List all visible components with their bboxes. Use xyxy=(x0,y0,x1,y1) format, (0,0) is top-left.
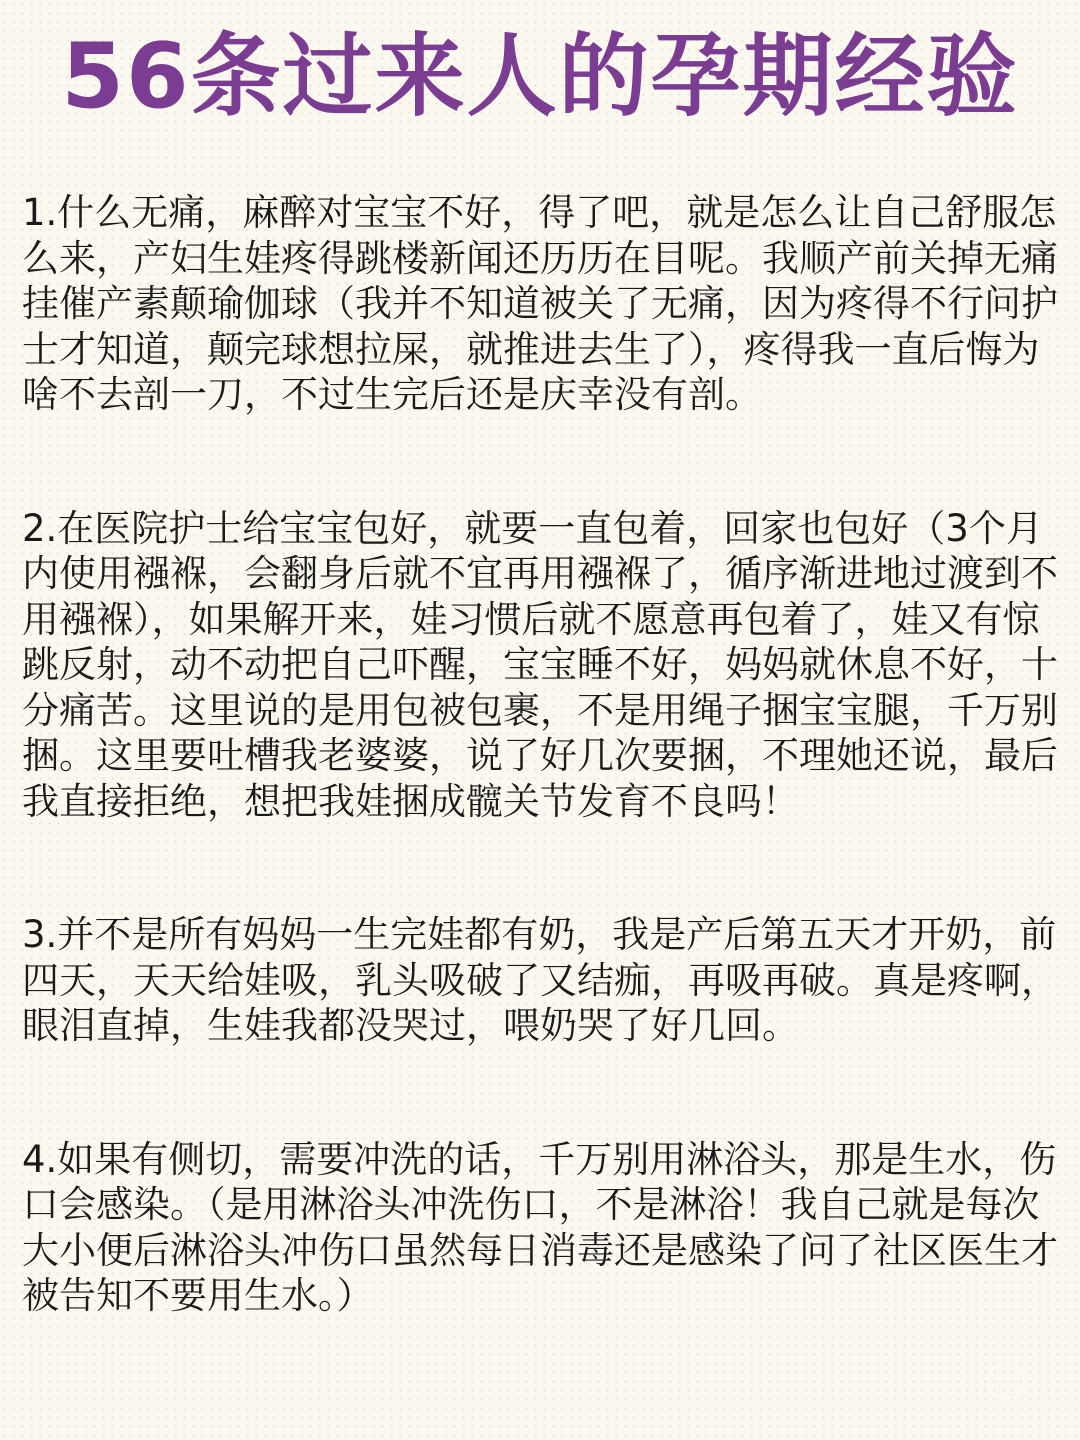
page-title: 56条过来人的孕期经验 xyxy=(61,24,1019,129)
tip-paragraph-3: 3.并不是所有妈妈一生完娃都有奶，我是产后第五天才开奶，前四天，天天给娃吸，乳头吸破了又结痂，再吸再破。真是疼啊，眼泪直掉，生娃我都没哭过，喂奶哭了好几回。 xyxy=(22,913,1058,1047)
tip-paragraph-2: 2.在医院护士给宝宝包好，就要一直包着，回家也包好（3个月内使用襁褓，会翻身后就不宜再用襁褓了，循序渐进地过渡到不用襁褓），如果解开来，娃习惯后就不愿意再包着了，娃又有惊跳反射，动不动把自己吓醒，宝宝睡不好，妈妈就休息不好，十分痛苦。这里说的是用包被包裹，不是用绳子捆宝宝腿，千万别捆。这里要吐槽我老婆婆，说了好几次要捆，不理她还说，最后我直接拒绝，想把我娃捆成髋关节发育不良吗！ xyxy=(22,506,1058,823)
watermark-logo-icon xyxy=(987,1362,1025,1400)
article-body xyxy=(22,190,1062,1319)
tip-paragraph-4: 4.如果有侧切，需要冲洗的话，千万别用淋浴头，那是生水，伤口会感染。（是用淋浴头冲洗伤口，不是淋浴！我自己就是每次大小便后淋浴头冲伤口虽然每日消毒还是感染了问了社区医生才被告知不要用生水。） xyxy=(22,1137,1058,1317)
tip-paragraph-1: 1.什么无痛，麻醉对宝宝不好，得了吧，就是怎么让自己舒服怎么来，产妇生娃疼得跳楼新闻还历历在目呢。我顺产前关掉无痛挂催产素颠瑜伽球（我并不知道被关了无痛，因为疼得不行问护士才知道，颠完球想拉屎，就推进去生了），疼得我一直后悔为啥不去剖一刀，不过生完后还是庆幸没有剖。 xyxy=(22,191,1058,416)
